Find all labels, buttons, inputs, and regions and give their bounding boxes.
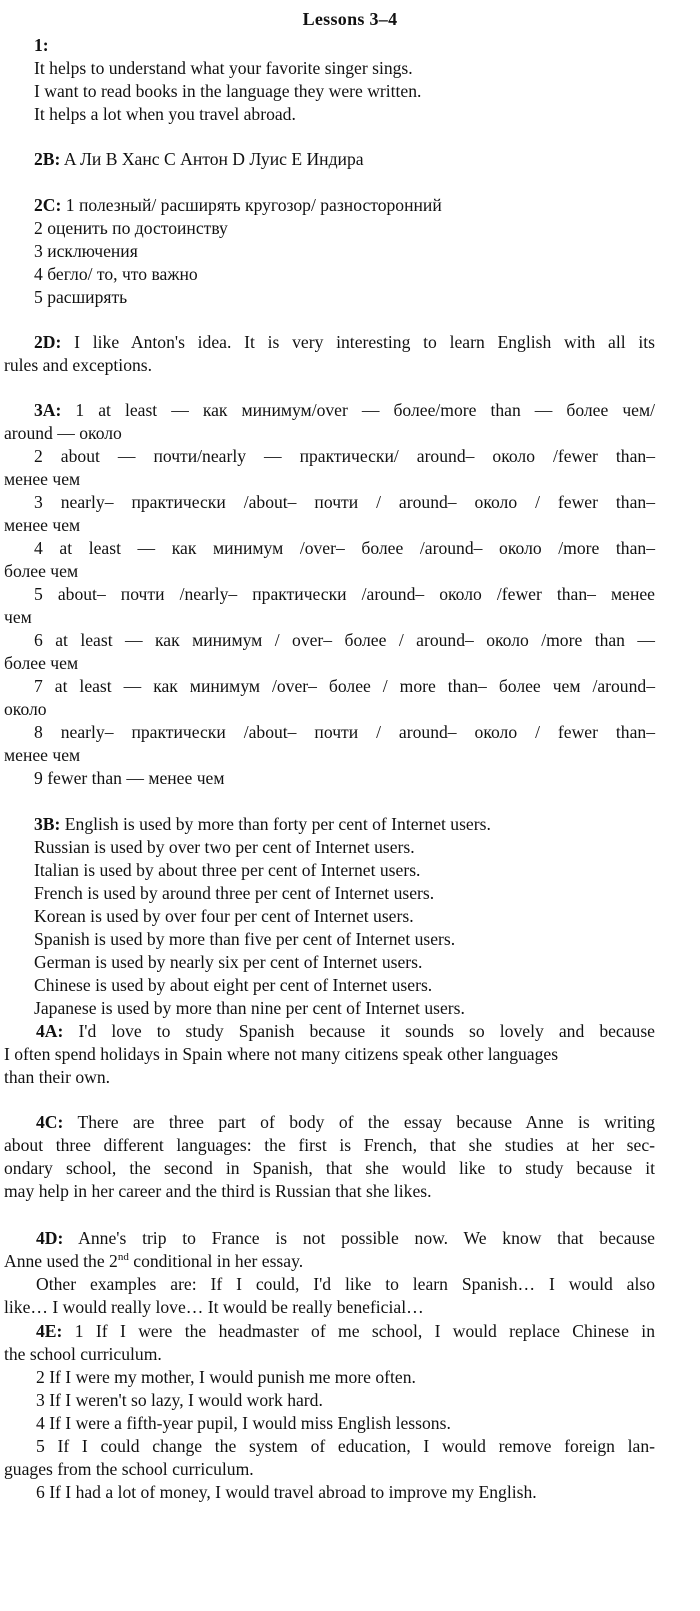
section-3a: [4, 399, 655, 790]
answer-line: ondary school, the second in Spanish, that she would like to study because it: [4, 1158, 655, 1178]
answer-line: 2 If I were my mother, I would punish me more often.: [36, 1367, 416, 1387]
answer-line: I'd love to study Spanish because it sounds so lovely and because: [78, 1021, 655, 1041]
answer-line: около: [4, 699, 47, 719]
answer-line: 2 about — почти/nearly — практически/ around– около /fewer than–: [34, 446, 655, 466]
answer-line: about three different languages: the first is French, that she studies at her sec-: [4, 1135, 655, 1155]
section-2c: [4, 194, 655, 309]
answer-line: более чем: [4, 561, 79, 581]
answer-line: 4 бегло/ то, что важно: [34, 264, 198, 284]
section-label: 2B:: [34, 149, 61, 169]
page-title: Lessons 3–4: [302, 9, 398, 29]
answer-line: 2 оценить по достоинству: [34, 218, 228, 238]
section-label: 4E:: [36, 1321, 63, 1341]
section-4e: [4, 1320, 655, 1504]
answer-line: 6 at least — как минимум / over– более / around– около /more than —: [34, 630, 655, 650]
section-label: 4C:: [36, 1112, 64, 1132]
answer-line: Russian is used by over two per cent of Internet users.: [34, 837, 415, 857]
answer-line: 5 If I could change the system of education, I would remove foreign lan-: [36, 1436, 655, 1456]
answer-line: It helps to understand what your favorite singer sings.: [34, 58, 413, 78]
answer-line: than their own.: [4, 1067, 111, 1087]
answer-line: 1 полезный/ расширять кругозор/ разносторонний: [65, 195, 442, 215]
answer-line: There are three part of body of the essay because Anne is writing: [77, 1112, 655, 1132]
section-label: 3A:: [34, 400, 62, 420]
answer-line: менее чем: [4, 745, 81, 765]
section-4d: [4, 1227, 655, 1319]
answer-line: I want to read books in the language they were written.: [34, 81, 422, 101]
answer-line: 5 расширять: [34, 287, 128, 307]
section-label: 2C:: [34, 195, 62, 215]
answer-line: French is used by around three per cent of Internet users.: [34, 883, 435, 903]
answer-line: чем: [4, 607, 32, 627]
section-label: 3B:: [34, 814, 61, 834]
answer-line: 5 about– почти /nearly– практически /around– около /fewer than– менее: [34, 584, 655, 604]
answer-line: 1 If I were the headmaster of me school, I would replace Chinese in: [74, 1321, 655, 1341]
answer-line: like… I would really love… It would be really beneficial…: [4, 1297, 424, 1317]
answer-line: I often spend holidays in Spain where not many citizens speak other languages: [4, 1044, 559, 1064]
section-label: 4D:: [36, 1228, 64, 1248]
section-label: 1:: [34, 35, 49, 55]
answer-line: более чем: [4, 653, 79, 673]
section-3b: [4, 813, 655, 1020]
answer-line: Anne used the 2: [4, 1251, 118, 1271]
section-label: 4A:: [36, 1021, 64, 1041]
answer-line: 3 nearly– практически /about– почти / around– около / fewer than–: [34, 492, 655, 512]
answer-line: It helps a lot when you travel abroad.: [34, 104, 296, 124]
section-2b: [4, 148, 655, 171]
answer-line: Japanese is used by more than nine per cent of Internet users.: [34, 998, 465, 1018]
answer-line: 3 If I weren't so lazy, I would work hard.: [36, 1390, 323, 1410]
answer-line: A Ли B Ханс C Антон D Луис E Индира: [63, 149, 364, 169]
answer-line: guages from the school curriculum.: [4, 1459, 254, 1479]
answer-line: менее чем: [4, 469, 81, 489]
answer-line: German is used by nearly six per cent of Internet users.: [34, 952, 423, 972]
answer-line: Chinese is used by about eight per cent of Internet users.: [34, 975, 433, 995]
section-4a: [4, 1020, 655, 1089]
answer-line: 8 nearly– практически /about– почти / around– около / fewer than–: [34, 722, 655, 742]
answer-line: 9 fewer than — менее чем: [34, 768, 225, 788]
answer-line: 3 исключения: [34, 241, 138, 261]
answer-line: conditional in her essay.: [128, 1251, 304, 1271]
answer-line: Korean is used by over four per cent of Internet users.: [34, 906, 414, 926]
answer-line: 4 at least — как минимум /over– более /around– около /more than–: [34, 538, 655, 558]
answer-line: менее чем: [4, 515, 81, 535]
answer-line: Italian is used by about three per cent of Internet users.: [34, 860, 421, 880]
answer-line: 1 at least — как минимум/over — более/more than — более чем/: [75, 400, 656, 420]
answer-line: Other examples are: If I could, I'd like to learn Spanish… I would also: [36, 1274, 655, 1294]
answer-line: 6 If I had a lot of money, I would travel abroad to improve my English.: [36, 1482, 537, 1502]
answer-line: 7 at least — как минимум /over– более / more than– более чем /around–: [34, 676, 655, 696]
answer-line: I like Anton's idea. It is very interesting to learn English with all its: [74, 332, 655, 352]
answer-line: rules and exceptions.: [4, 355, 153, 375]
answer-line: English is used by more than forty per cent of Internet users.: [64, 814, 491, 834]
answer-line: Anne's trip to France is not possible now. We know that because: [78, 1228, 655, 1248]
section-label: 2D:: [34, 332, 62, 352]
section-4c: [4, 1111, 655, 1203]
answer-line: 4 If I were a fifth-year pupil, I would miss English lessons.: [36, 1413, 451, 1433]
superscript: nd: [117, 1251, 129, 1264]
answer-line: may help in her career and the third is Russian that she likes.: [4, 1181, 432, 1201]
answer-line: Spanish is used by more than five per cent of Internet users.: [34, 929, 456, 949]
section-1: [4, 34, 655, 126]
answer-line: around — около: [4, 423, 122, 443]
answer-line: the school curriculum.: [4, 1344, 162, 1364]
section-2d: [4, 331, 655, 377]
